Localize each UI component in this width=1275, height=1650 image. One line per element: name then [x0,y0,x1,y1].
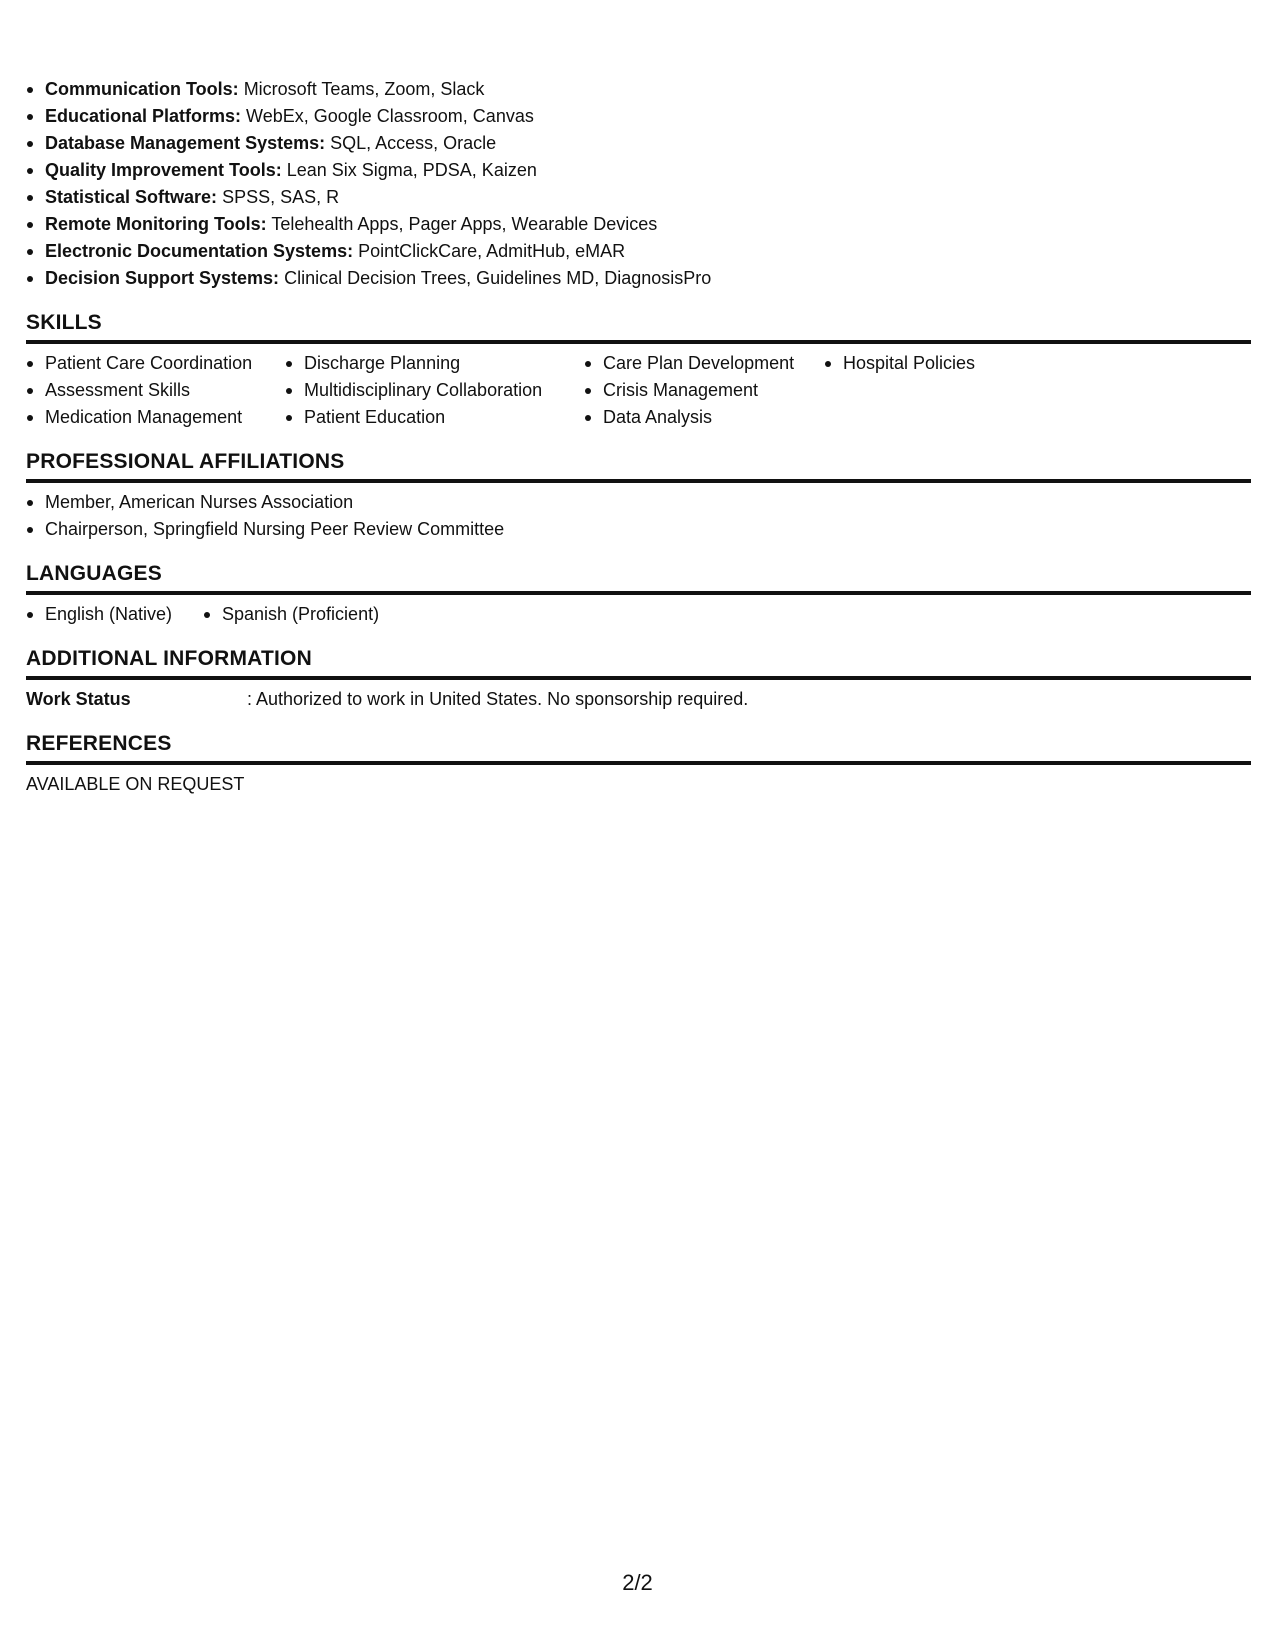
list-item [26,130,1251,157]
tool-label: Decision Support Systems: [45,268,280,288]
tool-value: Clinical Decision Trees, Guidelines MD, DiagnosisPro [284,268,712,288]
skill-item: Multidisciplinary Collaboration [285,377,584,404]
skill-item: Patient Education [285,404,584,431]
resume-page [26,76,1251,798]
language-item: Spanish (Proficient) [203,601,379,628]
affiliation-item: Member, American Nurses Association [26,489,1251,516]
tool-label: Database Management Systems: [45,133,326,153]
tool-label: Statistical Software: [45,187,218,207]
skills-column [584,350,824,431]
tool-value: SPSS, SAS, R [222,187,340,207]
languages-column [26,601,203,628]
language-item: English (Native) [26,601,203,628]
skills-grid [26,350,1251,431]
page-number: 2/2 [622,1570,653,1595]
list-item [26,184,1251,211]
languages-heading: LANGUAGES [26,561,1251,595]
skills-column [824,350,1064,377]
references-text: AVAILABLE ON REQUEST [26,774,245,794]
list-item [26,157,1251,184]
list-item [26,265,1251,292]
tool-label: Remote Monitoring Tools: [45,214,267,234]
skill-item: Patient Care Coordination [26,350,285,377]
tool-value: Telehealth Apps, Pager Apps, Wearable Devices [271,214,658,234]
tool-value: Microsoft Teams, Zoom, Slack [243,79,485,99]
tool-label: Educational Platforms: [45,106,242,126]
languages-row [26,601,1251,628]
tool-label: Communication Tools: [45,79,239,99]
tool-label: Quality Improvement Tools: [45,160,282,180]
skill-item: Assessment Skills [26,377,285,404]
tool-value: PointClickCare, AdmitHub, eMAR [358,241,626,261]
work-status-value: : Authorized to work in United States. No sponsorship required. [247,689,749,709]
list-item [26,103,1251,130]
references-heading: REFERENCES [26,731,1251,765]
tool-value: WebEx, Google Classroom, Canvas [246,106,534,126]
tool-label: Electronic Documentation Systems: [45,241,354,261]
skill-item: Data Analysis [584,404,824,431]
tools-list [26,76,1251,292]
list-item [26,76,1251,103]
tool-value: SQL, Access, Oracle [330,133,497,153]
work-status-row [26,686,1251,713]
tool-value: Lean Six Sigma, PDSA, Kaizen [286,160,537,180]
languages-column [203,601,379,628]
additional-info-heading: ADDITIONAL INFORMATION [26,646,1251,680]
affiliations-list [26,489,1251,543]
affiliations-heading: PROFESSIONAL AFFILIATIONS [26,449,1251,483]
skill-item: Care Plan Development [584,350,824,377]
list-item [26,238,1251,265]
skills-heading: SKILLS [26,310,1251,344]
skills-column [285,350,584,431]
list-item [26,211,1251,238]
skill-item: Hospital Policies [824,350,1064,377]
skills-column [26,350,285,431]
skill-item: Medication Management [26,404,285,431]
affiliation-item: Chairperson, Springfield Nursing Peer Review Committee [26,516,1251,543]
work-status-label: Work Status [26,689,131,709]
skill-item: Crisis Management [584,377,824,404]
skill-item: Discharge Planning [285,350,584,377]
